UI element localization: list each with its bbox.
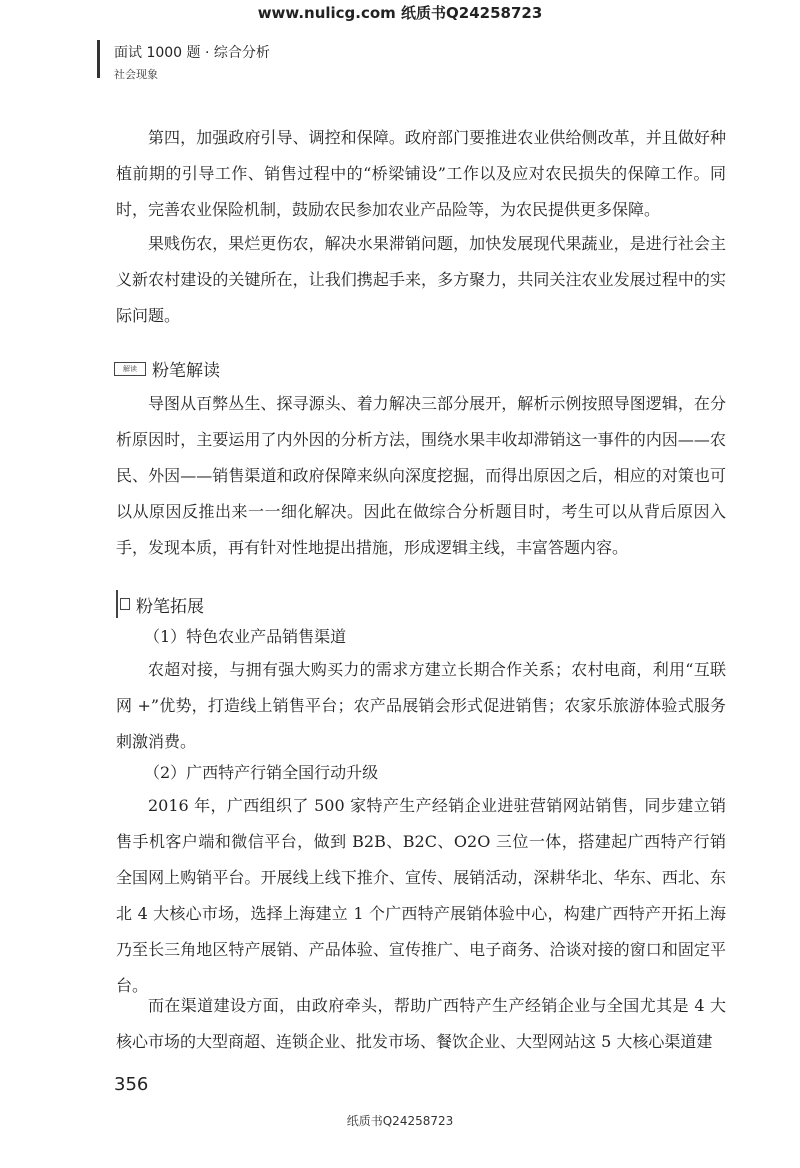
interpretation-icon: 解读 (114, 362, 146, 376)
section-title: 粉笔拓展 (136, 596, 204, 617)
subheading-guangxi: （2）广西特产行销全国行动升级 (144, 763, 379, 782)
paragraph-conclusion: 果贱伤农，果烂更伤农，解决水果滞销问题，加快发展现代果蔬业，是进行社会主义新农村建设的关键所在，让我们携起手来，多方聚力，共同关注农业发展过程中的实际问题。 (116, 234, 726, 325)
paragraph-policy: 第四，加强政府引导、调控和保障。政府部门要推进农业供给侧改革，并且做好种植前期的引导工作、销售过程中的“桥梁铺设”工作以及应对农民损失的保障工作。同时，完善农业保险机制，鼓励农民参加农业产品险等，为农民提供更多保障。 (116, 128, 726, 219)
top-watermark: www.nulicg.com 纸质书Q24258723 (257, 4, 543, 22)
expansion-icon (114, 590, 128, 618)
paragraph-interpretation: 导图从百弊丛生、探寻源头、着力解决三部分展开，解析示例按照导图逻辑，在分析原因时，主要运用了内外因的分析方法，围绕水果丰收却滞销这一事件的内因——农民、外因——销售渠道和政府保障来纵向深度挖掘，而得出原因之后，相应的对策也可以从原因反推出来一一细化解决。因此在做综合分析题目时，考生可以从背后原因入手，发现本质，再有针对性地提出措施，形成逻辑主线，丰富答题内容。 (116, 394, 726, 557)
bottom-watermark: 纸质书Q24258723 (346, 1114, 454, 1128)
paragraph-guangxi: 2016 年，广西组织了 500 家特产生产经销企业进驻营销网站销售，同步建立销售手机客户端和微信平台，做到 B2B、B2C、O2O 三位一体，搭建起广西特产行销全国网上购销平台。开展线上线下推介、宣传、展销活动，深耕华北、华东、西北、东北 4 大核心市场，选择上海建立 1 个广西特产展销体验中心，构建广西特产开拓上海乃至长三角地区特产展销、产品体验、宣传推广、电子商务、洽谈对接的窗口和固定平台。 (116, 796, 726, 995)
page-number: 356 (114, 1074, 149, 1095)
section-heading-expansion (114, 590, 204, 618)
subheading-channels: （1）特色农业产品销售渠道 (144, 627, 347, 646)
section-heading-interpretation (114, 356, 220, 381)
header-divider (97, 40, 100, 78)
running-header-subtitle: 社会现象 (114, 68, 158, 81)
section-title: 粉笔解读 (152, 361, 220, 381)
paragraph-channels: 农超对接，与拥有强大购买力的需求方建立长期合作关系；农村电商，利用“互联网 +”优势，打造线上销售平台；农产品展销会形式促进销售；农家乐旅游体验式服务刺激消费。 (116, 660, 726, 751)
running-header-title: 面试 1000 题 · 综合分析 (114, 45, 270, 61)
paragraph-channel-building: 而在渠道建设方面，由政府牵头，帮助广西特产生产经销企业与全国尤其是 4 大核心市场的大型商超、连锁企业、批发市场、餐饮企业、大型网站这 5 大核心渠道建 (116, 996, 726, 1051)
